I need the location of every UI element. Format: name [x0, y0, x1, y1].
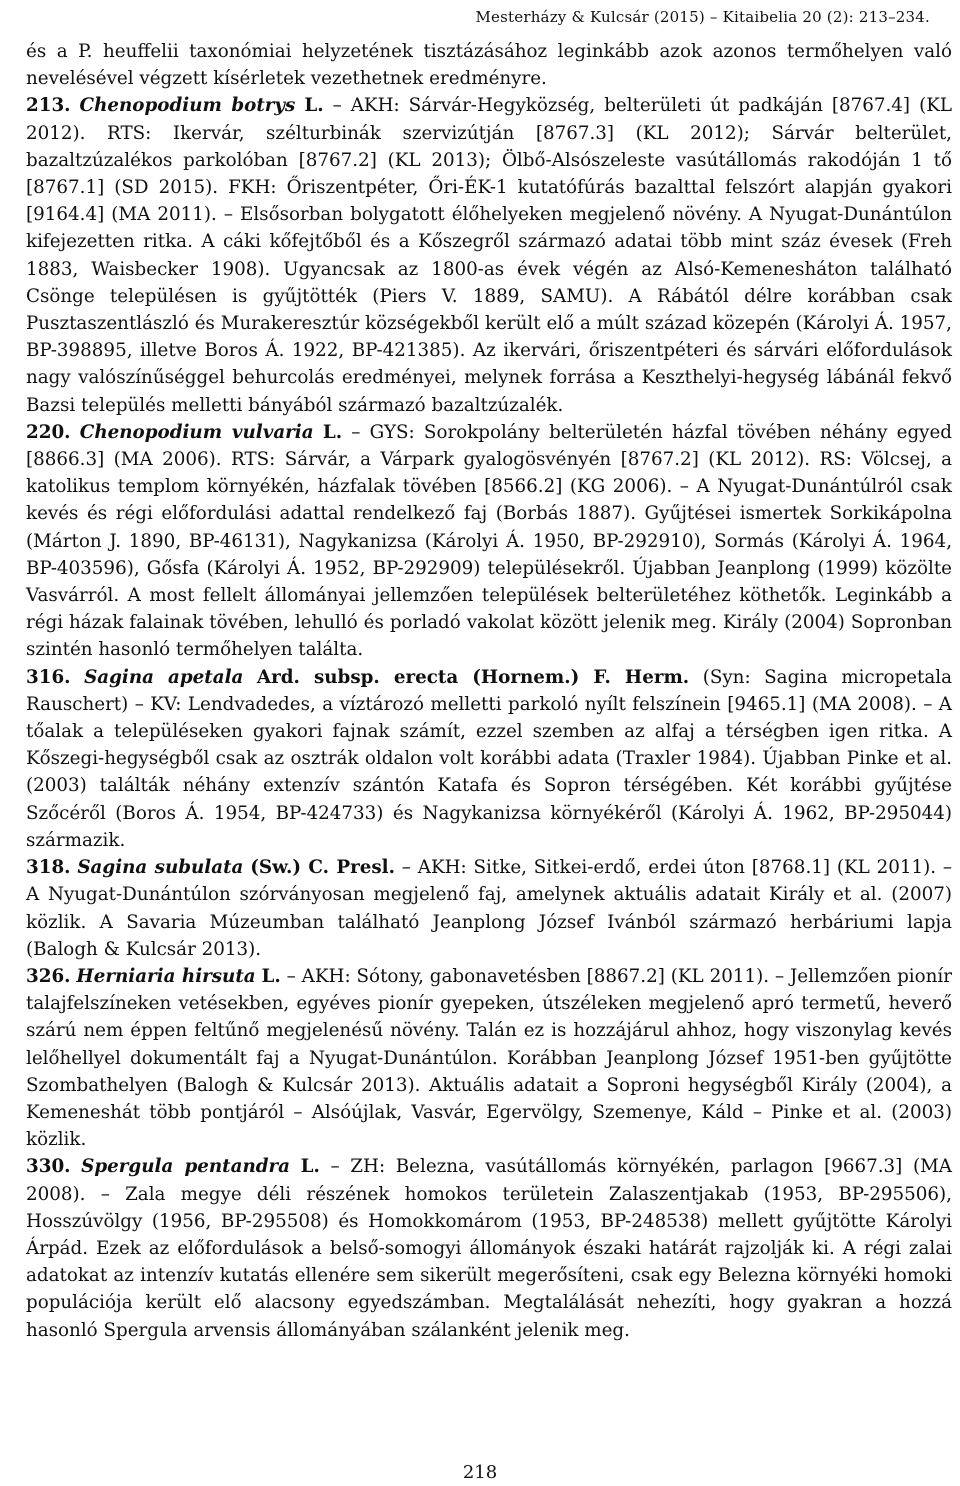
paragraph-text: és a P. heuffelii taxonómiai helyzetének tisztázásához leginkább azok azonos termőhelyen való nevelésével végzett kísérletek vezethetnek eredményre.	[26, 41, 952, 90]
taxon-author: L.	[261, 965, 281, 987]
taxon-author: Ard. subsp. erecta (Hornem.) F. Herm.	[256, 666, 690, 688]
species-entry	[26, 419, 952, 664]
running-head: Mesterházy & Kulcsár (2015) – Kitaibelia 20 (2): 213–234.	[475, 8, 930, 26]
species-entry	[26, 92, 952, 418]
entry-number: 220.	[26, 421, 71, 443]
entry-number: 326.	[26, 965, 71, 987]
species-entry	[26, 1153, 952, 1343]
taxon-name: Chenopodium botrys	[79, 95, 296, 117]
taxon-name: Chenopodium vulvaria	[79, 421, 314, 443]
entry-number: 316.	[26, 666, 71, 688]
taxon-author: L.	[300, 1156, 320, 1178]
entry-number: 213.	[26, 95, 71, 117]
body-text	[26, 38, 952, 1344]
taxon-name: Sagina subulata	[77, 857, 244, 879]
species-entry	[26, 963, 952, 1153]
taxon-name: Herniaria hirsuta	[76, 965, 256, 987]
taxon-author: L.	[322, 421, 343, 443]
entry-text: – AKH: Sitke, Sitkei-erdő, erdei úton [8768.1] (KL 2011). – A Nyugat-Dunántúlon szórványosan megjelenő faj, amelynek aktuális adatait Király et al. (2007) közlik. A Savaria Múzeumban található Jeanplong József Ivánból származó herbáriumi lapja (Balogh & Kulcsár 2013).	[26, 857, 953, 960]
species-entry	[26, 854, 952, 963]
paragraph	[26, 38, 952, 92]
species-entry	[26, 664, 952, 854]
entry-text: – ZH: Belezna, vasútállomás környékén, parlagon [9667.3] (MA 2008). – Zala megye déli részének homokos területein Zalaszentjakab (1953, BP-295506), Hosszúvölgy (1956, BP-295508) és Homokkomárom (1953, BP-248538) mellett gyűjtötte Károlyi Árpád. Ezek az előfordulások a belső-somogyi állományok északi határát rajzolják ki. A régi zalai adatokat az intenzív kutatás ellenére sem sikerült megerősíteni, csak egy Belezna környéki homoki populációja került elő alacsony egyedszámban. Megtalálását nehezíti, hogy gyakran a hozzá hasonló Spergula arvensis állományában szálanként jelenik meg.	[26, 1156, 952, 1341]
taxon-name: Sagina apetala	[84, 666, 244, 688]
entry-text: – AKH: Sárvár-Hegyközség, belterületi út padkáján [8767.4] (KL 2012). RTS: Ikervár, szélturbinák szervizútján [8767.3] (KL 2012); Sárvár belterület, bazaltzúzalékos parkolóban [8767.2] (KL 2013); Ölbő-Alsószeleste vasútállomás rakodóján 1 tő [8767.1] (SD 2015). FKH: Őriszentpéter, Őri-ÉK-1 kutatófúrás bazalttal felszórt alapján gyakori [9164.4] (MA 2011). – Elsősorban bolygatott élőhelyeken megjelenő növény. A Nyugat-Dunántúlon kifejezetten ritka. A cáki kőfejtőből és a Kőszegről származó adatai több mint száz évesek (Freh 1883, Waisbecker 1908). Ugyancsak az 1800-as évek végén az Alsó-Kemenesháton található Csönge településen is gyűjtötték (Piers V. 1889, SAMU). A Rábától délre korábban csak Pusztaszentlászló és Murakeresztúr községekből került elő a múlt század közepén (Károlyi Á. 1957, BP-398895, illetve Boros Á. 1922, BP-421385). Az ikervári, őriszentpéteri és sárvári előfordulások nagy valószínűséggel behurcolás eredményei, melynek forrása a Keszthelyi-hegység lábánál fekvő Bazsi település melletti bányából származó bazaltzúzalék.	[26, 95, 952, 416]
entry-number: 318.	[26, 857, 71, 879]
entry-text: – GYS: Sorokpolány belterületén házfal tövében néhány egyed [8866.3] (MA 2006). RTS: Sárvár, a Várpark gyalogösvényén [8767.2] (KL 2012). RS: Völcsej, a katolikus templom környékén, házfalak tövében [8566.2] (KG 2006). – A Nyugat-Dunántúlról csak kevés és régi előfordulási adattal rendelkező faj (Borbás 1887). Gyűjtései ismertek Sorkikápolna (Márton J. 1890, BP-46131), Nagykanizsa (Károlyi Á. 1950, BP-292910), Sormás (Károlyi Á. 1964, BP-403596), Gősfa (Károlyi Á. 1952, BP-292909) településekről. Újabban Jeanplong (1999) közölte Vasvárról. A most fellelt állományai jellemzően települések belterületéhez köthetők. Leginkább a régi házak falainak tövében, lehulló és porladó vakolat között jelenik meg. Király (2004) Sopronban szintén hasonló termőhelyen találta.	[26, 421, 953, 661]
taxon-author: (Sw.) C. Presl.	[250, 857, 395, 879]
taxon-author: L.	[304, 95, 324, 117]
taxon-name: Spergula pentandra	[81, 1156, 291, 1178]
entry-number: 330.	[26, 1156, 71, 1178]
page-number: 218	[462, 1462, 498, 1483]
entry-text: (Syn: Sagina micropetala Rauschert) – KV: Lendvadedes, a víztározó melletti parkoló nyílt felszínein [9465.1] (MA 2008). – A tőalak a településeken gyakori fajnak számít, ezzel szemben az alfaj a térségben igen ritka. A Kőszegi-hegységből csak az osztrák oldalon volt korábbi adata (Traxler 1984). Újabban Pinke et al. (2003) találták néhány extenzív szántón Katafa és Sopron térségében. Két korábbi gyűjtése Szőcéről (Boros Á. 1954, BP-424733) és Nagykanizsa környékéről (Károlyi Á. 1962, BP-295044) származik.	[26, 666, 952, 851]
entry-text: – AKH: Sótony, gabonavetésben [8867.2] (KL 2011). – Jellemzően pionír talajfelszíneken vetésekben, egyéves pionír gyepeken, útszéleken megjelenő apró termetű, heverő szárú nem éppen feltűnő megjelenésű növény. Talán ez is hozzájárul ahhoz, hogy viszonylag kevés lelőhellyel dokumentált faj a Nyugat-Dunántúlon. Korábban Jeanplong József 1951-ben gyűjtötte Szombathelyen (Balogh & Kulcsár 2013). Aktuális adatait a Soproni hegységből Király (2004), a Kemeneshát több pontjáról – Alsóújlak, Vasvár, Egervölgy, Szemenye, Káld – Pinke et al. (2003) közlik.	[26, 965, 952, 1151]
